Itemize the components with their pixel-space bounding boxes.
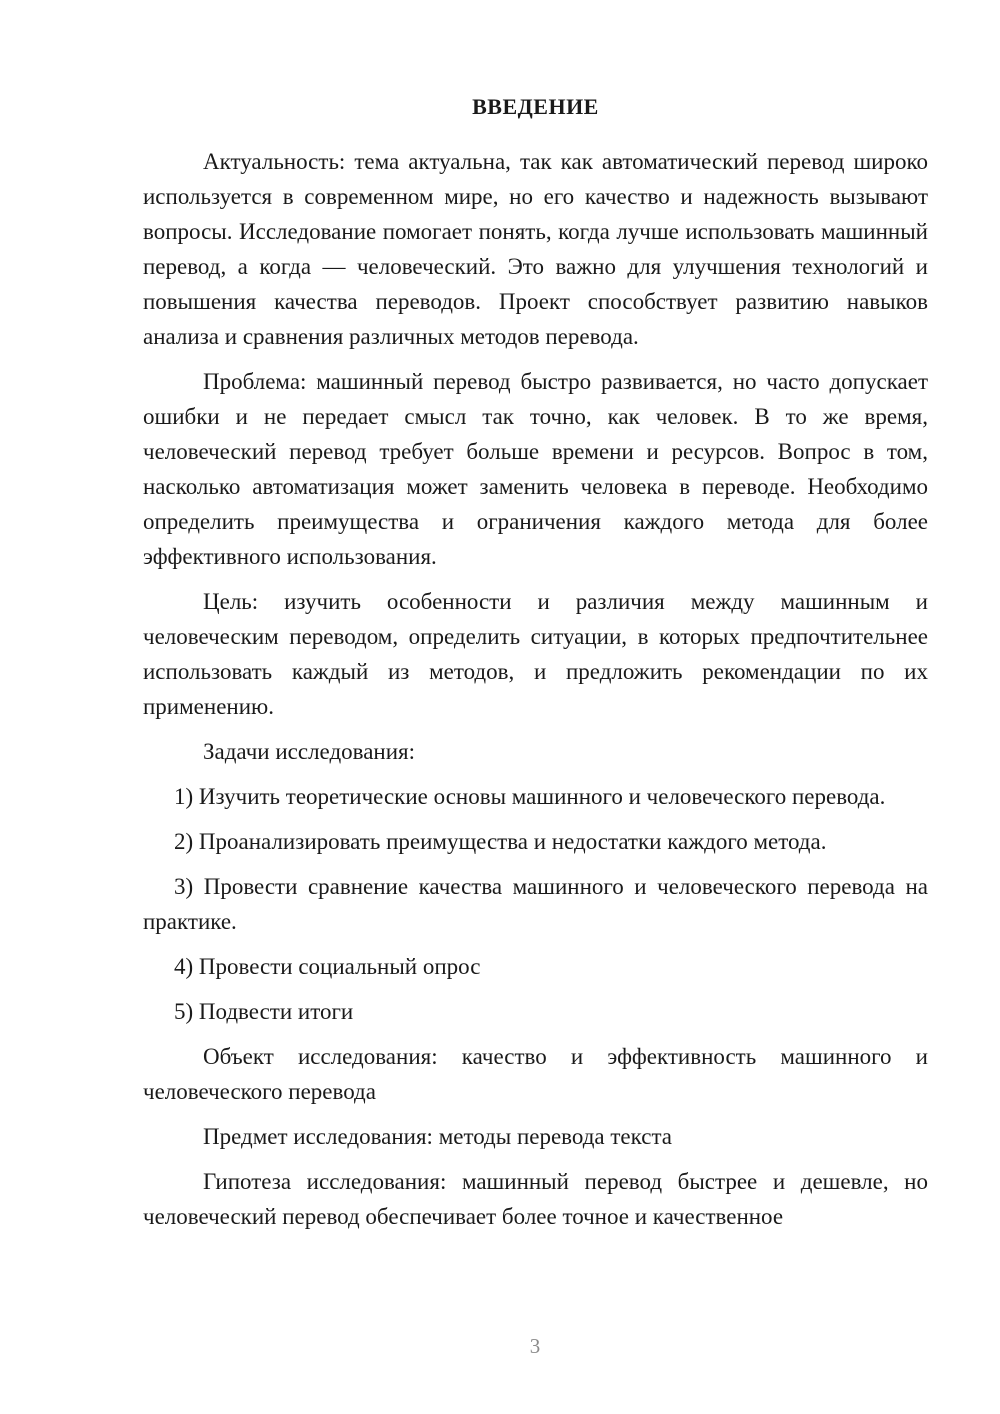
list-item: 4) Провести социальный опрос	[174, 954, 481, 979]
list-item: 1) Изучить теоретические основы машинного и человеческого перевода.	[174, 784, 886, 809]
paragraph-subject: Предмет исследования: методы перевода текста	[203, 1124, 672, 1149]
tasks-list	[143, 779, 928, 1029]
paragraph-object: Объект исследования: качество и эффективность машинного и человеческого перевода	[143, 1044, 928, 1104]
paragraph-hypothesis: Гипотеза исследования: машинный перевод быстрее и дешевле, но человеческий перевод обеспечивает более точное и качественное	[143, 1169, 928, 1229]
paragraph-tasks-intro: Задачи исследования:	[203, 739, 416, 764]
page-number: 3	[529, 1334, 541, 1358]
list-item: 2) Проанализировать преимущества и недостатки каждого метода.	[174, 829, 827, 854]
list-item: 5) Подвести итоги	[174, 999, 354, 1024]
paragraph-problem: Проблема: машинный перевод быстро развивается, но часто допускает ошибки и не передает смысл так точно, как человек. В то же время, человеческий перевод требует больше времени и ресурсов. Вопрос в том, насколько автоматизация может заменить человека в переводе. Необходимо определить преимущества и ограничения каждого метода для более эффективного использования.	[143, 369, 928, 569]
list-item: 3) Провести сравнение качества машинного и человеческого перевода на практике.	[143, 874, 928, 934]
paragraph-relevance: Актуальность: тема актуальна, так как автоматический перевод широко используется в современном мире, но его качество и надежность вызывают вопросы. Исследование помогает понять, когда лучше использовать машинный перевод, а когда — человеческий. Это важно для улучшения технологий и повышения качества переводов. Проект способствует развитию навыков анализа и сравнения различных методов перевода.	[143, 149, 928, 349]
section-heading: ВВЕДЕНИЕ	[472, 94, 599, 119]
paragraph-goal: Цель: изучить особенности и различия между машинным и человеческим переводом, определить ситуации, в которых предпочтительнее использовать каждый из методов, и предложить рекомендации по их применению.	[143, 589, 928, 719]
page-content	[143, 92, 928, 1244]
